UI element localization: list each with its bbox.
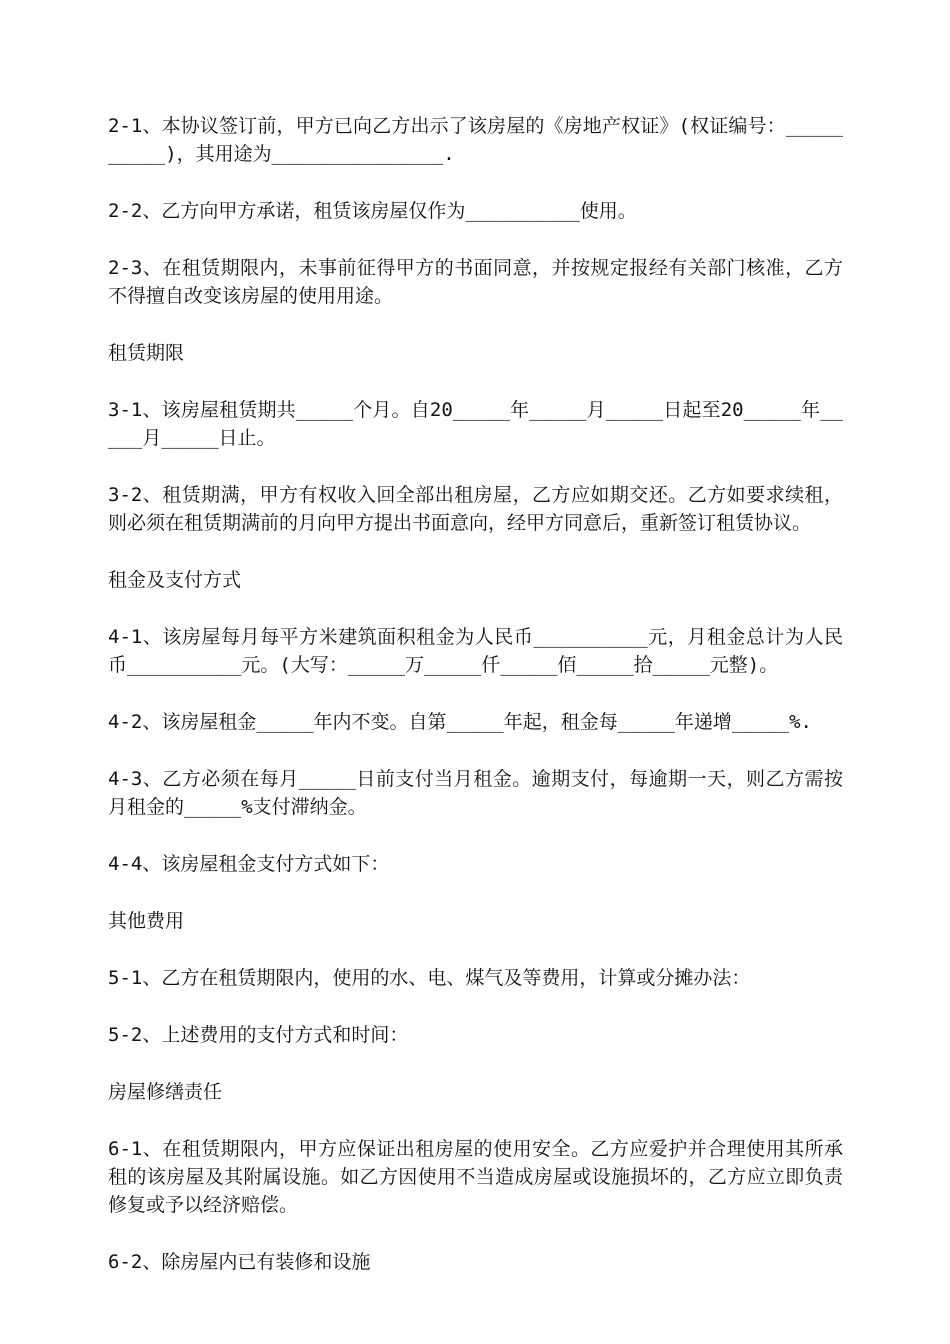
- clause-4-3: 4-3、乙方必须在每月_____日前支付当月租金。逾期支付，每逾期一天，则乙方需按月租金的_____%支付滞纳金。: [108, 768, 843, 818]
- clause-5-1: 5-1、乙方在租赁期限内，使用的水、电、煤气及等费用，计算或分摊办法：: [108, 967, 751, 989]
- clause-2-1: 2-1、本协议签订前，甲方已向乙方出示了该房屋的《房地产权证》(权证编号：__________)，其用途为_______________.: [108, 115, 843, 165]
- clause-5-2: 5-2、上述费用的支付方式和时间：: [108, 1024, 409, 1046]
- clause-3-2: 3-2、租赁期满，甲方有权收入回全部出租房屋，乙方应如期交还。乙方如要求续租，则必须在租赁期满前的月向甲方提出书面意向，经甲方同意后，重新签订租赁协议。: [108, 484, 843, 534]
- clause-2-3: 2-3、在租赁期限内，未事前征得甲方的书面同意，并按规定报经有关部门核准，乙方不得擅自改变该房屋的使用用途。: [108, 257, 843, 307]
- section-heading-lease-term: 租赁期限: [108, 342, 185, 364]
- clause-6-2: 6-2、除房屋内已有装修和设施: [108, 1251, 371, 1273]
- clause-4-4: 4-4、该房屋租金支付方式如下：: [108, 853, 390, 875]
- section-heading-other-fees: 其他费用: [108, 910, 185, 932]
- document-page: [108, 112, 843, 1305]
- clause-2-2: 2-2、乙方向甲方承诺，租赁该房屋仅作为__________使用。: [108, 200, 637, 222]
- clause-4-1: 4-1、该房屋每月每平方米建筑面积租金为人民币__________元，月租金总计为人民币__________元。(大写：_____万_____仟_____佰_____拾_____元整)。: [108, 626, 843, 676]
- clause-4-2: 4-2、该房屋租金_____年内不变。自第_____年起，租金每_____年递增_____%.: [108, 711, 812, 733]
- section-heading-repair-responsibility: 房屋修缮责任: [108, 1081, 223, 1103]
- section-heading-rent-payment: 租金及支付方式: [108, 569, 242, 591]
- clause-6-1: 6-1、在租赁期限内，甲方应保证出租房屋的使用安全。乙方应爱护并合理使用其所承租的该房屋及其附属设施。如乙方因使用不当造成房屋或设施损坏的，乙方应立即负责修复或予以经济赔偿。: [108, 1138, 843, 1216]
- clause-3-1: 3-1、该房屋租赁期共_____个月。自20_____年_____月_____日起至20_____年_____月_____日止。: [108, 399, 843, 449]
